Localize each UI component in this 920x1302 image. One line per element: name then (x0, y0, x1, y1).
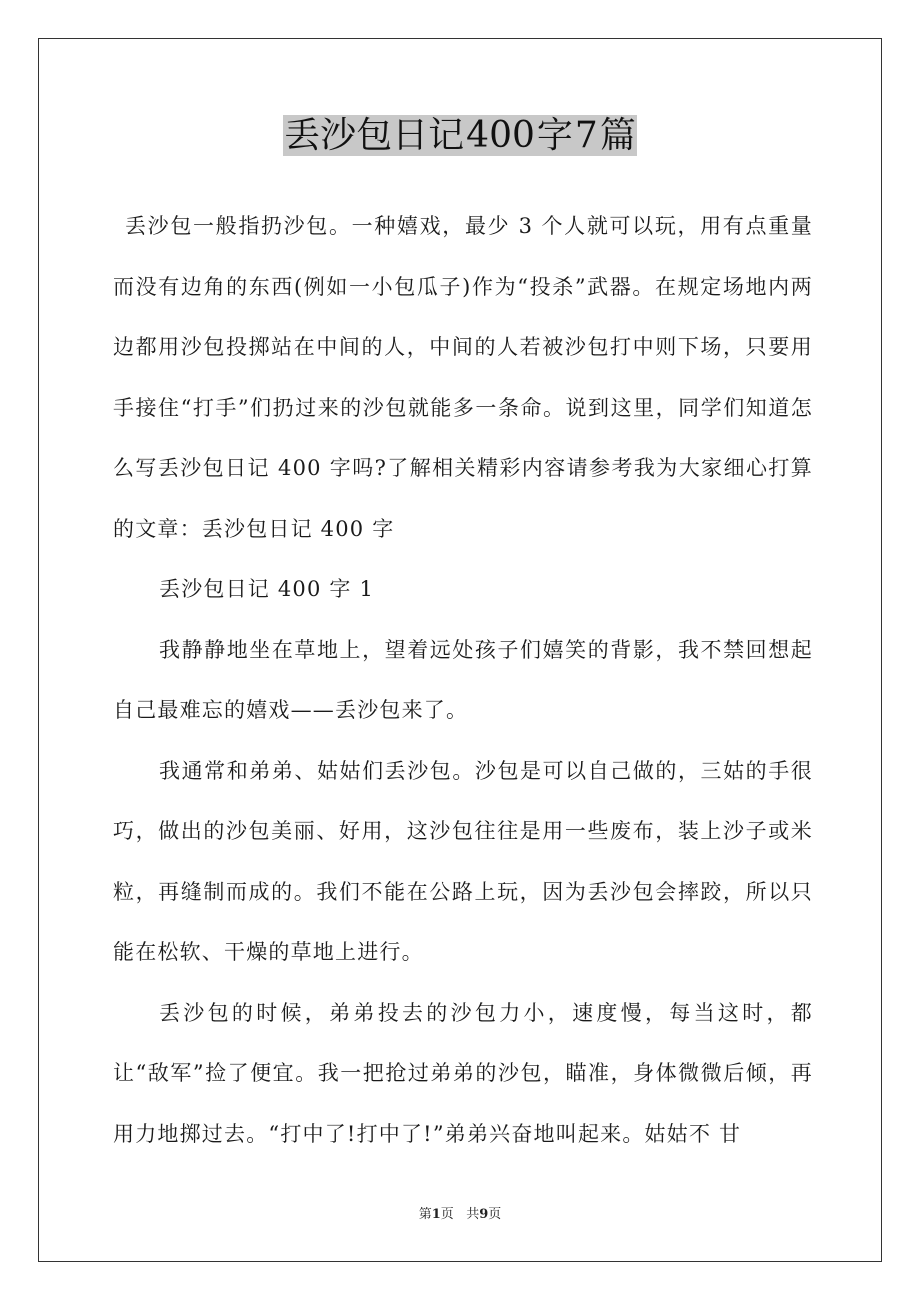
document-title (283, 112, 637, 160)
paragraph-3: 丢沙包的时候，弟弟投去的沙包力小，速度慢，每当这时，都让“敌军”捡了便宜。我一把抢过弟弟的沙包，瞄准，身体微微后倾，再用力地掷过去。“打中了!打中了!”弟弟兴奋地叫起来。姑姑不 甘 (113, 1000, 813, 1146)
document-body (113, 196, 813, 1164)
title-part-4: 7 (574, 115, 598, 156)
footer-prefix: 第 (418, 1207, 432, 1222)
title-part-5: 篇 (599, 115, 636, 156)
title-part-1: 丢沙包日记 (284, 115, 465, 156)
section-heading: 丢沙包日记 400 字 1 (159, 577, 375, 601)
footer-suffix: 页 (488, 1207, 502, 1222)
paragraph-intro: 丢沙包一般指扔沙包。一种嬉戏，最少 3 个人就可以玩，用有点重量而没有边角的东西(例如一小包瓜子)作为“投杀”武器。在规定场地内两边都用沙包投掷站在中间的人，中间的人若被沙包打中则下场，只要用手接住“打手”们扔过来的沙包就能多一条命。说到这里，同学们知道怎么写丢沙包日记 400 字吗?了解相关精彩内容请参考我为大家细心打算的文章：丢沙包日记 400 字 (113, 214, 813, 541)
total-pages-number: 9 (479, 1207, 489, 1222)
paragraph-1: 我静静地坐在草地上，望着远处孩子们嬉笑的背影，我不禁回想起自己最难忘的嬉戏——丢沙包来了。 (113, 637, 813, 722)
title-container (0, 112, 920, 160)
title-part-2: 400 (466, 115, 535, 156)
footer-middle: 页 共 (440, 1207, 480, 1222)
page-footer (0, 1206, 920, 1224)
title-part-3: 字 (536, 115, 573, 156)
paragraph-2: 我通常和弟弟、姑姑们丢沙包。沙包是可以自己做的，三姑的手很巧，做出的沙包美丽、好用，这沙包往往是用一些废布，装上沙子或米粒，再缝制而成的。我们不能在公路上玩，因为丢沙包会摔跤，所以只能在松软、干燥的草地上进行。 (113, 758, 813, 964)
current-page-number: 1 (431, 1207, 441, 1222)
